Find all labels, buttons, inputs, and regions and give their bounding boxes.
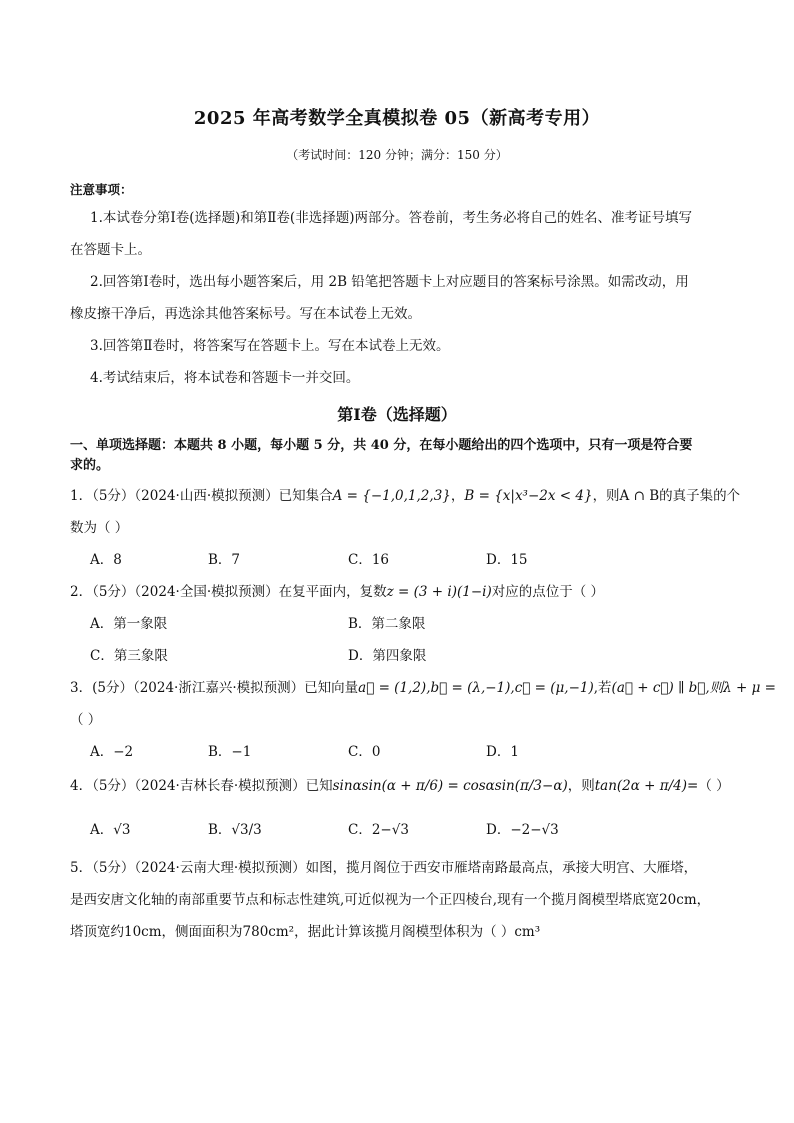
math-expression: (a⃗ + c⃗) ∥ b⃗ — [611, 680, 706, 696]
math-expression: tan(2α + π/4) — [594, 778, 688, 794]
option-c[interactable]: C．2−√3 — [348, 822, 409, 838]
question-4 — [70, 774, 730, 794]
exam-info: （考试时间：120 分钟；满分：150 分） — [286, 148, 508, 162]
question-stem: ,若 — [593, 680, 612, 696]
option-d[interactable]: D．−2−√3 — [486, 822, 559, 838]
section-description: 一、单项选择题：本题共 8 小题，每小题 5 分，共 40 分，在每小题给出的四个选项中，只有一项是符合要 — [70, 438, 693, 453]
option-b[interactable]: B．−1 — [208, 744, 252, 760]
question-2 — [70, 580, 604, 600]
note-line: 4.考试结束后，将本试卷和答题卡一并交回。 — [90, 370, 360, 386]
option-a[interactable]: A．第一象限 — [90, 616, 168, 632]
math-expression: a⃗ = (1,2),b⃗ = (λ,−1),c⃗ = (μ,−1) — [358, 680, 594, 696]
question-stem: 4．（5分）（2024·吉林长春·模拟预测）已知 — [70, 778, 333, 794]
option-d[interactable]: D．第四象限 — [348, 648, 427, 664]
notes-heading: 注意事项： — [70, 182, 133, 197]
note-line: 1.本试卷分第Ⅰ卷(选择题)和第Ⅱ卷(非选择题)两部分。答卷前，考生务必将自己的姓名、准考证号填写 — [90, 210, 692, 226]
option-c[interactable]: C．第三象限 — [90, 648, 168, 664]
math-expression: z = (3 + i)(1−i) — [386, 584, 492, 600]
option-b[interactable]: B．√3/3 — [208, 822, 262, 838]
question-stem: ，则 — [567, 778, 595, 794]
question-5-cont: 是西安唐文化轴的南部重要节点和标志性建筑,可近似视为一个正四棱台,现有一个揽月阁模型塔底宽20cm， — [70, 892, 711, 908]
question-stem: ，则A ∩ B的真子集的个 — [592, 488, 741, 504]
note-line: 3.回答第Ⅱ卷时，将答案写在答题卡上。写在本试卷上无效。 — [90, 338, 450, 354]
question-stem: 3．(5分）（2024·浙江嘉兴·模拟预测）已知向量 — [70, 680, 359, 696]
question-stem: =（ ） — [687, 778, 730, 794]
note-line: 在答题卡上。 — [70, 242, 151, 258]
option-c[interactable]: C．0 — [348, 744, 381, 760]
option-d[interactable]: D．15 — [486, 552, 528, 568]
math-expression: sinαsin(α + π/6) = cosαsin(π/3−α) — [332, 778, 568, 794]
note-line: 2.回答第Ⅰ卷时，选出每小题答案后，用 2B 铅笔把答题卡上对应题目的答案标号涂黑。如需改动，用 — [90, 274, 689, 290]
math-expression: A = {−1,0,1,2,3} — [332, 488, 451, 504]
section-title: 第Ⅰ卷（选择题） — [337, 405, 457, 424]
option-a[interactable]: A．−2 — [90, 744, 134, 760]
question-3-cont: （ ） — [70, 712, 102, 728]
page-title: 2025 年高考数学全真模拟卷 05（新高考专用） — [193, 108, 601, 129]
question-stem: 2．（5分）（2024·全国·模拟预测）在复平面内，复数 — [70, 584, 387, 600]
question-stem: 1．（5分）（2024·山西·模拟预测）已知集合 — [70, 488, 333, 504]
option-b[interactable]: B．第二象限 — [348, 616, 426, 632]
option-a[interactable]: A．√3 — [90, 822, 131, 838]
question-3 — [70, 676, 776, 696]
option-c[interactable]: C．16 — [348, 552, 390, 568]
question-stem: ,则λ + μ = — [705, 680, 776, 696]
option-a[interactable]: A．8 — [90, 552, 122, 568]
question-1 — [70, 484, 740, 504]
question-1-cont: 数为（ ） — [70, 520, 129, 536]
option-b[interactable]: B．7 — [208, 552, 241, 568]
note-line: 橡皮擦干净后，再选涂其他答案标号。写在本试卷上无效。 — [70, 306, 421, 322]
section-description-cont: 求的。 — [70, 458, 110, 473]
question-stem: 对应的点位于（ ） — [491, 584, 605, 600]
punctuation: ， — [450, 488, 465, 504]
question-5: 5．（5分）（2024·云南大理·模拟预测）如图，揽月阁位于西安市雁塔南路最高点，承接大明宫、大雁塔， — [70, 860, 698, 876]
math-expression: B = {x|x³−2x < 4} — [464, 488, 593, 504]
option-d[interactable]: D．1 — [486, 744, 519, 760]
question-5-cont: 塔顶宽约10cm，侧面面积为780cm²，据此计算该揽月阁模型体积为（ ）cm³ — [70, 924, 541, 940]
